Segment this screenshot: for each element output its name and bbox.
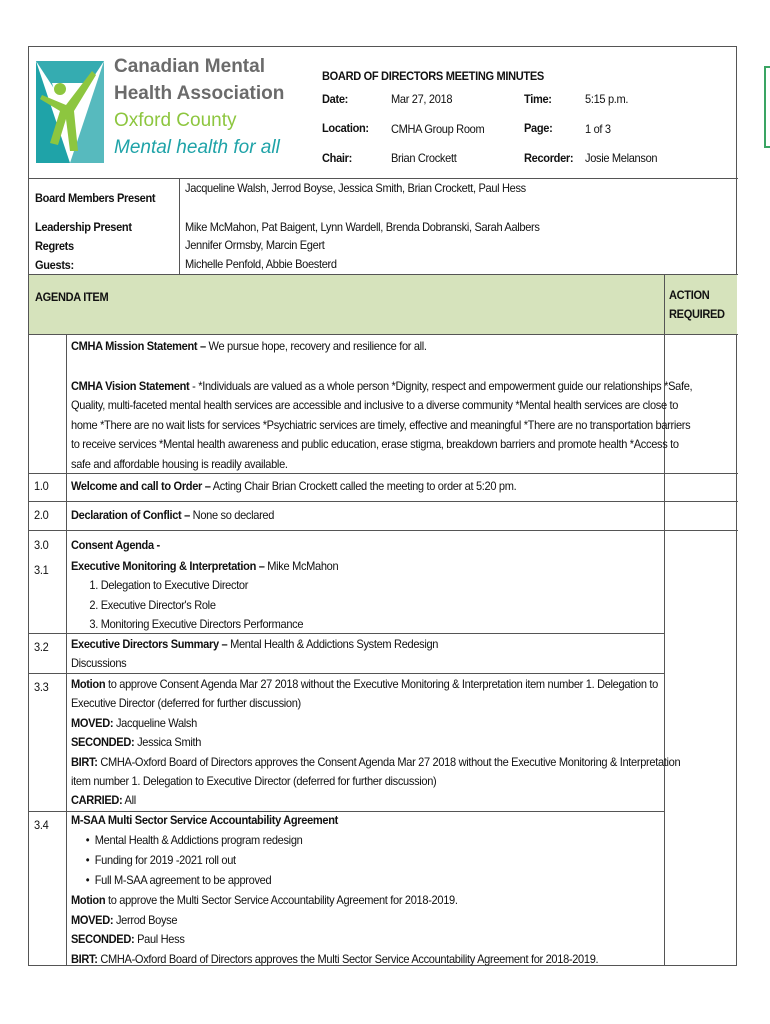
exec-monitoring-label: Executive Monitoring & Interpretation – <box>71 559 265 573</box>
motion-label: Motion <box>71 677 106 691</box>
leadership-label: Leadership Present <box>35 220 132 234</box>
motion-text: Executive Director (deferred for further discussion) <box>71 696 301 711</box>
motion-text: to approve the Multi Sector Service Accountability Agreement for 2018-2019. <box>105 892 458 907</box>
org-name-line2: Health Association <box>114 83 285 104</box>
location-label: Location: <box>322 121 369 135</box>
welcome-label: Welcome and call to Order – <box>71 479 211 493</box>
numbered-item: 3. Monitoring Executive Directors Performance <box>89 617 304 632</box>
bullet-item: Funding for 2019 -2021 roll out <box>94 852 236 867</box>
conflict-label: Declaration of Conflict – <box>71 508 190 522</box>
time-value: 5:15 p.m. <box>585 92 629 106</box>
chair-label: Chair: <box>322 151 352 165</box>
moved-value: Jacqueline Walsh <box>113 715 197 730</box>
chair-value: Brian Crockett <box>391 151 457 165</box>
bullet-icon: • <box>85 852 90 867</box>
agenda-row-consent-motion <box>71 675 680 811</box>
agenda-row-exec-summary <box>71 635 438 674</box>
item-number: 1.0 <box>34 479 49 493</box>
conflict-text: None so declared <box>189 508 275 522</box>
org-county: Oxford County <box>114 110 237 131</box>
item-number: 3.0 <box>34 538 49 552</box>
item-number: 3.1 <box>34 563 49 577</box>
date-value: Mar 27, 2018 <box>391 92 453 106</box>
birt-text: CMHA-Oxford Board of Directors approves the Consent Agenda Mar 27 2018 without the Executive Monitoring & Interpretation <box>97 754 681 769</box>
mission-label: CMHA Mission Statement – <box>71 339 206 353</box>
action-required-heading-line1: ACTION <box>669 288 710 302</box>
msaa-heading: M-SAA Multi Sector Service Accountability Agreement <box>71 813 339 827</box>
vision-label: CMHA Vision Statement <box>71 379 190 393</box>
vision-statement <box>71 377 692 474</box>
location-value: CMHA Group Room <box>391 122 485 136</box>
bullet-icon: • <box>85 832 90 847</box>
moved-label: MOVED: <box>71 912 114 927</box>
board-members-label: Board Members Present <box>35 191 156 205</box>
page-value: 1 of 3 <box>585 122 611 136</box>
seconded-label: SECONDED: <box>71 932 135 947</box>
exec-monitoring-text: Mike McMahon <box>264 559 339 573</box>
agenda-header-band <box>29 275 737 334</box>
guests-label: Guests: <box>35 258 74 272</box>
birt-label: BIRT: <box>71 952 98 967</box>
welcome-text: Acting Chair Brian Crockett called the meeting to order at 5:20 pm. <box>210 479 517 493</box>
agenda-row-msaa <box>71 811 598 970</box>
cmha-figure-icon <box>32 53 108 163</box>
vision-line: Quality, multi-faceted mental health services are accessible and inclusive to a diverse community *Mental health services are close to <box>71 398 679 413</box>
agenda-item-heading: AGENDA ITEM <box>35 290 109 304</box>
exec-summary-label: Executive Directors Summary – <box>71 637 228 651</box>
seconded-label: SECONDED: <box>71 735 135 750</box>
birt-label: BIRT: <box>71 754 98 769</box>
mission-statement <box>71 339 427 353</box>
time-label: Time: <box>524 92 552 106</box>
moved-value: Jerrod Boyse <box>113 912 178 927</box>
agenda-row-exec-monitoring <box>71 557 338 635</box>
consent-agenda-heading: Consent Agenda - <box>71 538 160 552</box>
carried-value: All <box>122 793 136 808</box>
item-number: 3.4 <box>34 818 49 832</box>
mission-text: We pursue hope, recovery and resilience for all. <box>205 339 427 353</box>
motion-label: Motion <box>71 892 106 907</box>
agenda-row-conflict <box>71 508 274 522</box>
regrets-label: Regrets <box>35 239 74 253</box>
numbered-item: 2. Executive Director's Role <box>89 597 216 612</box>
bullet-icon: • <box>85 872 90 887</box>
page-label: Page: <box>524 121 553 135</box>
agenda-row-welcome <box>71 479 516 493</box>
moved-label: MOVED: <box>71 715 114 730</box>
org-name-line1: Canadian Mental <box>114 56 265 77</box>
org-tagline: Mental health for all <box>114 137 280 158</box>
motion-text: to approve Consent Agenda Mar 27 2018 without the Executive Monitoring & Interpretation item number 1. Delegation to <box>105 677 658 691</box>
date-label: Date: <box>322 92 349 106</box>
birt-text: CMHA-Oxford Board of Directors approves the Multi Sector Service Accountability Agreement for 2018-2019. <box>97 952 599 967</box>
numbered-item: 1. Delegation to Executive Director <box>89 578 249 593</box>
item-number: 2.0 <box>34 508 49 522</box>
page-edge-tab <box>764 66 770 148</box>
board-members-value: Jacqueline Walsh, Jerrod Boyse, Jessica Smith, Brian Crockett, Paul Hess <box>185 181 526 195</box>
seconded-value: Paul Hess <box>134 932 185 947</box>
seconded-value: Jessica Smith <box>134 735 202 750</box>
bullet-item: Full M-SAA agreement to be approved <box>94 872 272 887</box>
exec-summary-line2: Discussions <box>71 656 127 671</box>
carried-label: CARRIED: <box>71 793 123 808</box>
leadership-value: Mike McMahon, Pat Baigent, Lynn Wardell, Brenda Dobranski, Sarah Aalbers <box>185 220 540 234</box>
vision-line: safe and affordable housing is readily available. <box>71 456 288 471</box>
minutes-page <box>28 46 737 966</box>
cmha-logo <box>32 53 108 163</box>
exec-summary-text: Mental Health & Addictions System Redesign <box>227 637 439 651</box>
vision-line: to receive services *Mental health awareness and public education, erase stigma, breakdown barriers and promote health *Access to <box>71 437 679 452</box>
regrets-value: Jennifer Ormsby, Marcin Egert <box>185 238 325 252</box>
action-required-heading-line2: REQUIRED <box>669 307 725 321</box>
recorder-value: Josie Melanson <box>585 151 658 165</box>
vision-line: home *There are no wait lists for services *Psychiatric services are timely, effective and meaningful *There are no transportation barriers <box>71 417 691 432</box>
item-number: 3.3 <box>34 680 49 694</box>
vision-line: - *Individuals are valued as a whole person *Dignity, respect and empowerment guide our relationships *Safe, <box>189 379 693 393</box>
bullet-item: Mental Health & Addictions program redesign <box>94 832 303 847</box>
recorder-label: Recorder: <box>524 151 574 165</box>
birt-text: item number 1. Delegation to Executive Director (deferred for further discussion) <box>71 774 437 789</box>
document-title: BOARD OF DIRECTORS MEETING MINUTES <box>322 69 544 83</box>
guests-value: Michelle Penfold, Abbie Boesterd <box>185 257 337 271</box>
item-number: 3.2 <box>34 640 49 654</box>
